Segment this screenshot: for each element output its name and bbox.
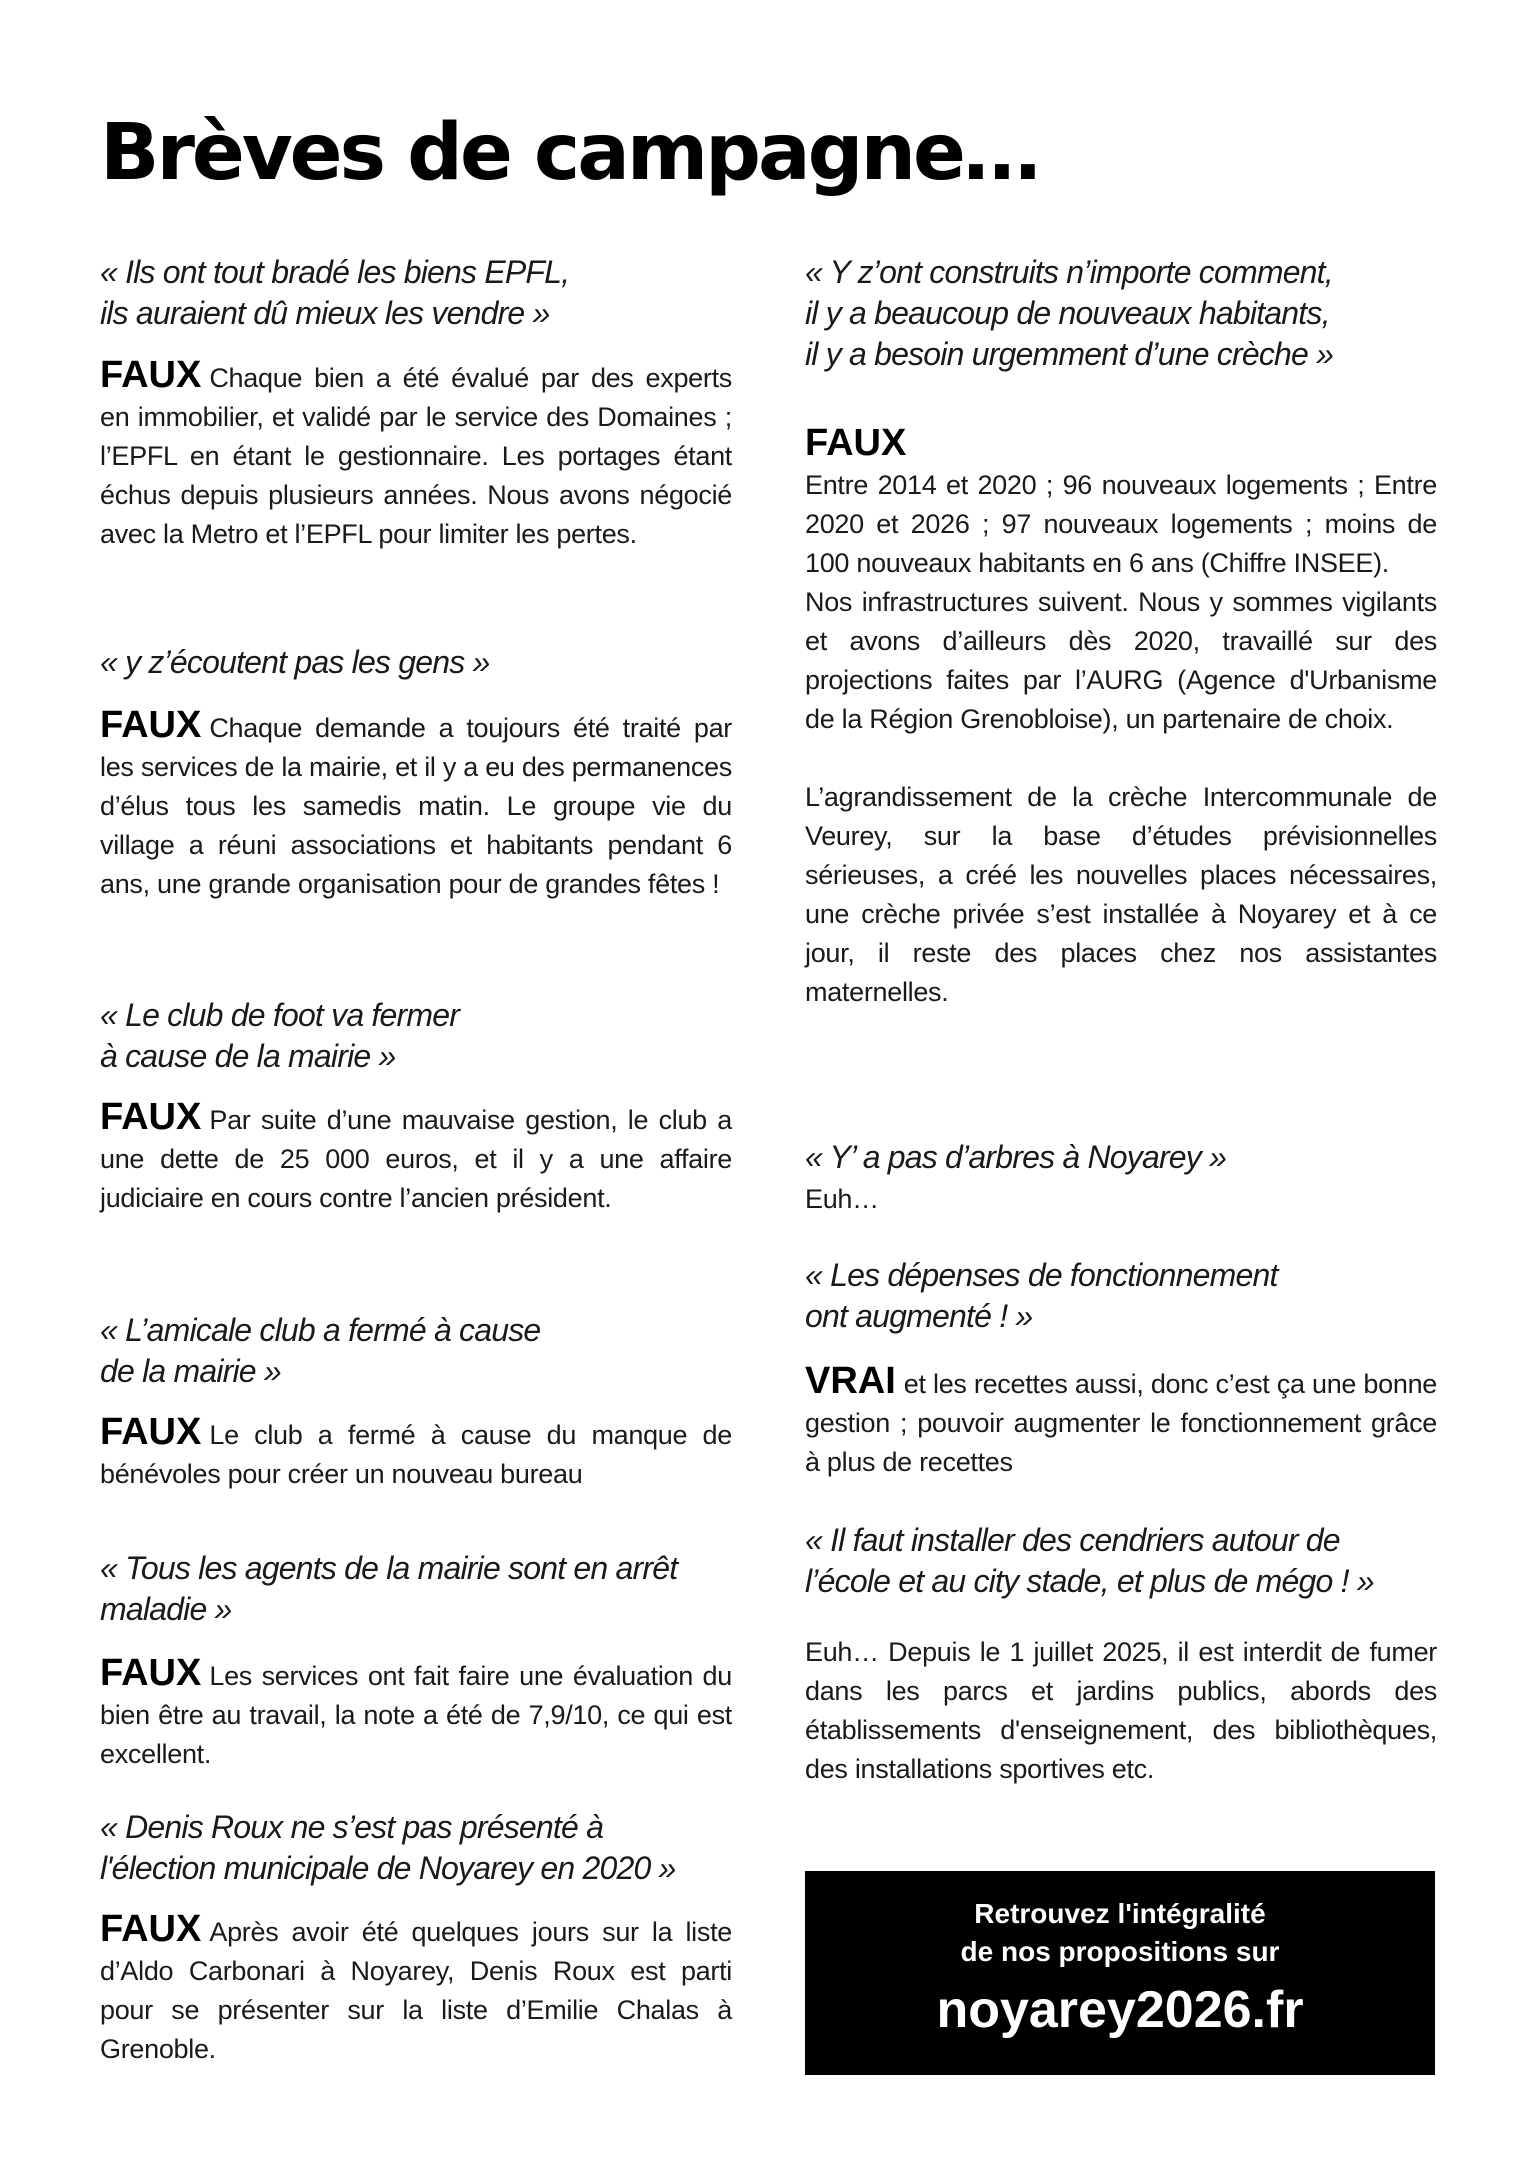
quote-3: « Le club de foot va fermer à cause de la mairie » [100,997,460,1074]
verdict-badge: VRAI [805,1360,896,1402]
verdict-badge: FAUX [100,704,202,746]
verdict-badge: FAUX [100,354,202,396]
quote-10: « Il faut installer des cendriers autour de l’école et au city stade, et plus de mégo ! » [805,1522,1374,1599]
answer-8: Euh… [805,1184,879,1214]
verdict-badge: FAUX [100,1096,202,1138]
quote-5: « Tous les agents de la mairie sont en arrêt maladie » [100,1550,678,1627]
verdict-badge: FAUX [100,1908,202,1950]
answer-9 [805,1362,1437,1482]
promo-line-2: de nos propositions sur [960,1936,1280,1967]
answer-2 [100,706,732,904]
promo-url-link[interactable]: noyarey2026.fr [936,1981,1304,2039]
verdict-badge: FAUX [805,422,907,464]
answer-text: Chaque demande a toujours été traité par les services de la mairie, et il y a eu des permanences d’élus tous les samedis matin. Le groupe vie du village a réuni associations et habitants pendant 6 ans, une grande organisation pour de grandes fêtes ! [100,713,732,899]
answer-7 [805,420,1437,1012]
answer-text: Chaque bien a été évalué par des experts en immobilier, et validé par le service des Domaines ; l’EPFL en étant le gestionnaire. Les portages étant échus depuis plusieurs années. Nous avons négocié avec la Metro et l’EPFL pour limiter les pertes. [100,363,732,549]
verdict-badge: FAUX [100,1411,202,1453]
answer-text: Le club a fermé à cause du manque de bénévoles pour créer un nouveau bureau [100,1420,732,1489]
answer-text-2: L’agrandissement de la crèche Intercommunale de Veurey, sur la base d’études prévisionnelles sérieuses, a créé les nouvelles places nécessaires, une crèche privée s’est installée à Noyarey et à ce jour, il reste des places chez nos assistantes maternelles. [805,782,1437,1007]
answer-6 [100,1910,732,2069]
answer-text: et les recettes aussi, donc c’est ça une bonne gestion ; pouvoir augmenter le fonctionnement grâce à plus de recettes [805,1369,1437,1477]
quote-8: « Y’ a pas d’arbres à Noyarey » [805,1139,1227,1175]
page-title: Brèves de campagne… [100,108,1038,198]
quote-2: « y z’écoutent pas les gens » [100,644,490,680]
answer-1 [100,356,732,554]
answer-text: Après avoir été quelques jours sur la liste d’Aldo Carbonari à Noyarey, Denis Roux est parti pour se présenter sur la liste d’Emilie Chalas à Grenoble. [100,1917,732,2064]
quote-9: « Les dépenses de fonctionnement ont augmenté ! » [805,1257,1278,1334]
promo-box [805,1871,1435,2075]
verdict-badge: FAUX [100,1652,202,1694]
quote-7: « Y z’ont construits n’importe comment, il y a beaucoup de nouveaux habitants, il y a besoin urgemment d’une crèche » [805,254,1334,372]
answer-5 [100,1654,732,1774]
promo-line-1: Retrouvez l'intégralité [974,1898,1266,1929]
answer-text: Les services ont fait faire une évaluation du bien être au travail, la note a été de 7,9/10, ce qui est excellent. [100,1661,732,1769]
answer-3 [100,1098,732,1218]
answer-4 [100,1413,732,1494]
answer-text: Entre 2014 et 2020 ; 96 nouveaux logements ; Entre 2020 et 2026 ; 97 nouveaux logements ; moins de 100 nouveaux habitants en 6 ans (Chiffre INSEE). Nos infrastructures suivent. Nous y sommes vigilants et avons d’ailleurs dès 2020, travaillé sur des projections faites par l’AURG (Agence d'Urbanisme de la Région Grenobloise), un partenaire de choix. [805,470,1437,734]
answer-10: Euh… Depuis le 1 juillet 2025, il est interdit de fumer dans les parcs et jardins publics, abords des établissements d'enseignement, des bibliothèques, des installations sportives etc. [805,1637,1437,1784]
quote-4: « L’amicale club a fermé à cause de la mairie » [100,1312,541,1389]
quote-1: « Ils ont tout bradé les biens EPFL, ils auraient dû mieux les vendre » [100,254,570,331]
quote-6: « Denis Roux ne s’est pas présenté à l'élection municipale de Noyarey en 2020 » [100,1809,676,1886]
answer-text: Par suite d’une mauvaise gestion, le club a une dette de 25 000 euros, et il y a une affaire judiciaire en cours contre l’ancien président. [100,1105,732,1213]
